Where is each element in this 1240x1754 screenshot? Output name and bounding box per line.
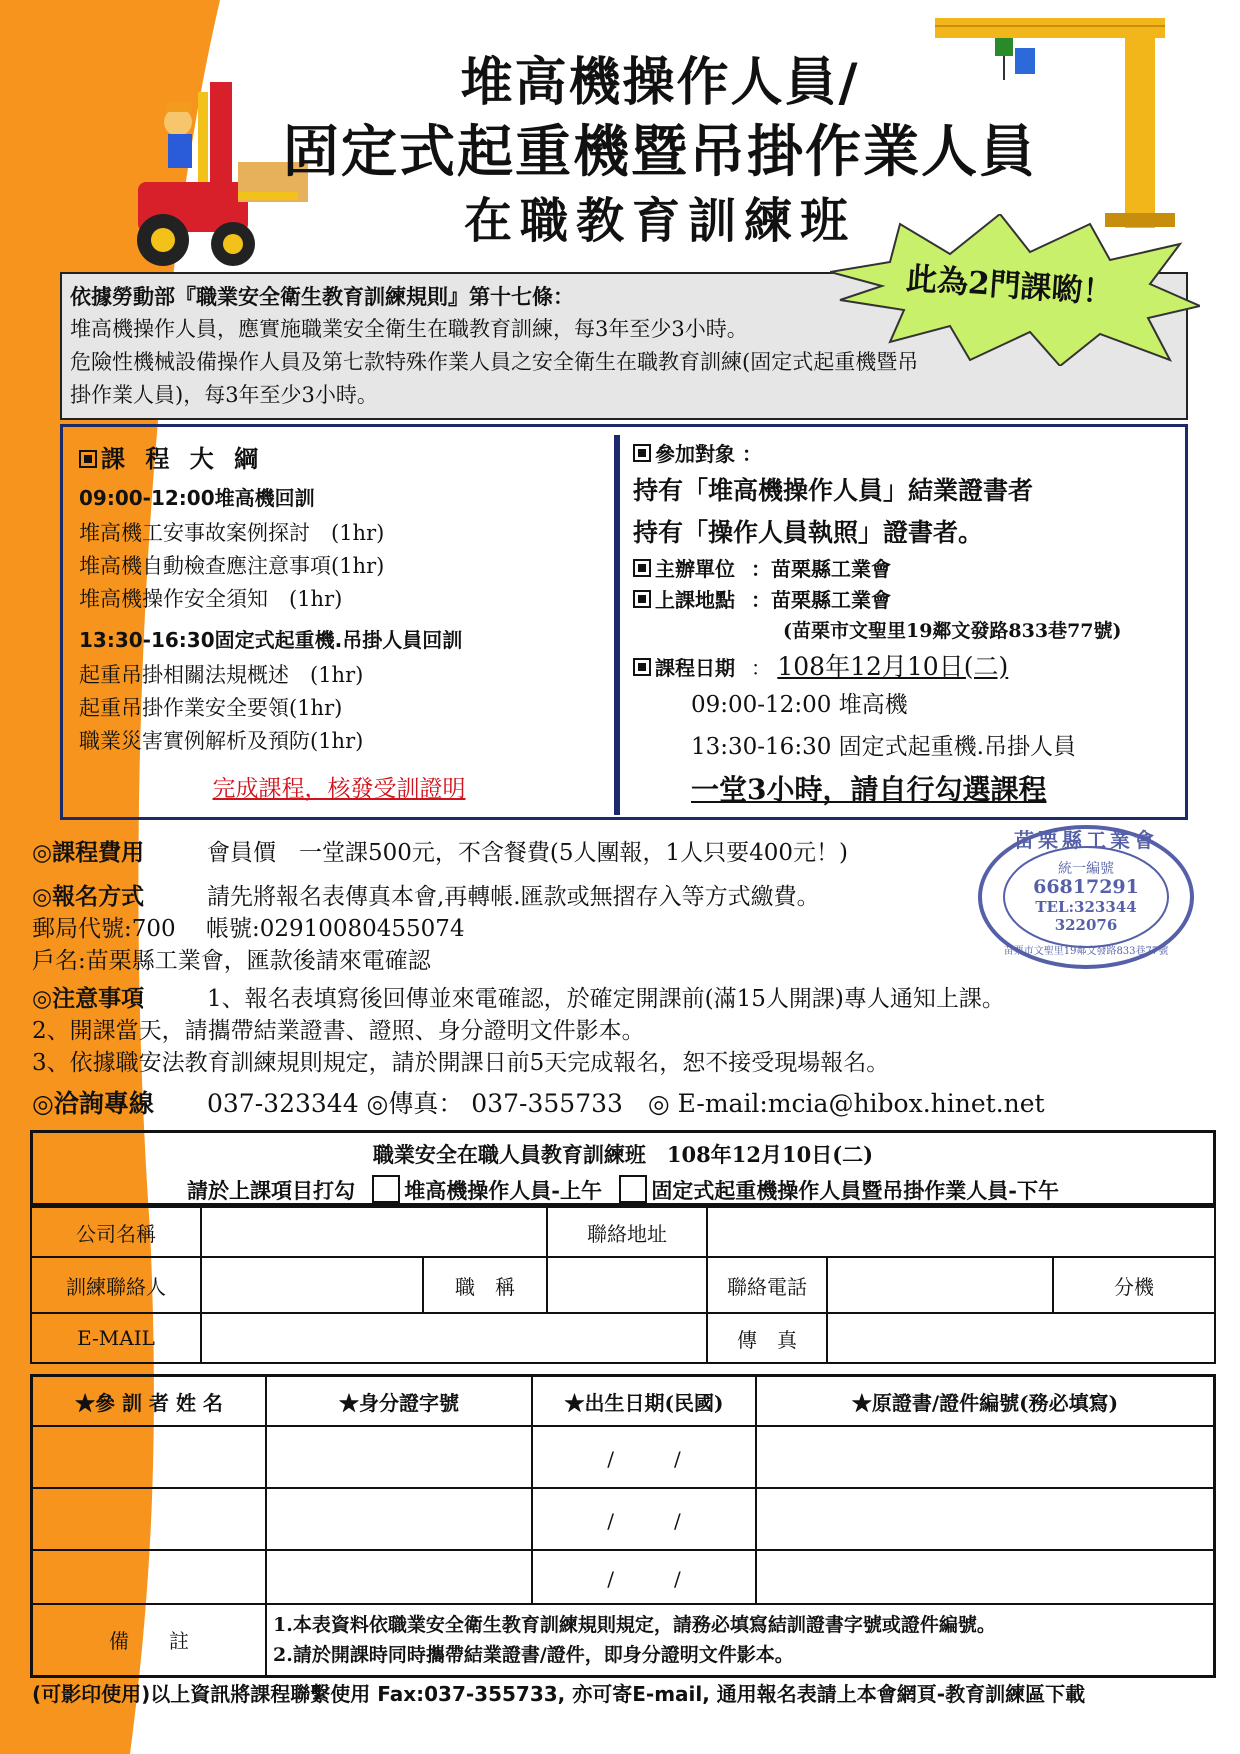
- trainee-name-field[interactable]: [32, 1550, 267, 1604]
- certificate-field[interactable]: [756, 1488, 1215, 1550]
- col-certificate-number: ★原證書/證件編號(務必填寫): [756, 1376, 1215, 1427]
- certificate-note: 完成課程，核發受訓證明: [212, 776, 466, 802]
- registration-text-1: 請先將報名表傳真本會,再轉帳.匯款或無摺存入等方式繳費。: [207, 884, 820, 910]
- form-header: [30, 1130, 1216, 1206]
- email-label: E-MAIL: [31, 1313, 201, 1363]
- birth-date-field[interactable]: / /: [532, 1426, 756, 1488]
- time-slot-2: 13:30-16:30 固定式起重機.吊掛人員: [691, 734, 1076, 760]
- choose-course-note: 一堂3小時，請自行勾選課程: [691, 773, 1047, 806]
- crane-checkbox[interactable]: [619, 1175, 647, 1203]
- fax-field[interactable]: [827, 1313, 1215, 1363]
- checkbox-square-icon: [79, 450, 97, 468]
- company-label: 公司名稱: [31, 1207, 201, 1257]
- remark-line-1: 1.本表資料依職業安全衛生教育訓練規則規定，請務必填寫結訓證書字號或證件編號。: [273, 1613, 996, 1636]
- trainee-table: [30, 1374, 1216, 1678]
- check-prompt: 請於上課項目打勾: [186, 1178, 355, 1203]
- fax-label: 傳 真: [707, 1313, 827, 1363]
- col-id-number: ★身分證字號: [266, 1376, 532, 1427]
- form-title: 職業安全在職人員教育訓練班 108年12月10日(二): [372, 1142, 874, 1167]
- remark-label: 備 註: [32, 1604, 267, 1676]
- time-slot-1: 09:00-12:00 堆高機: [691, 692, 908, 718]
- forklift-checkbox[interactable]: [372, 1175, 400, 1203]
- registration-text-2: 郵局代號:700 帳號:02910080455074: [32, 916, 465, 942]
- stamp-id-label: 統一編號: [1058, 861, 1114, 877]
- col-trainee-name: ★參 訓 者 姓 名: [32, 1376, 267, 1427]
- option-forklift: 堆高機操作人員-上午: [404, 1178, 602, 1203]
- target-2: 持有「操作人員執照」證書者。: [633, 518, 984, 547]
- fee-text: 會員價 一堂課500元，不含餐費(5人團報，1人只要400元！): [207, 840, 849, 866]
- session-1-item: 堆高機操作安全須知 (1hr): [79, 587, 343, 611]
- burst-text: 此為2門課喲！: [904, 260, 1115, 312]
- stamp-tel-2: 322076: [1054, 916, 1118, 934]
- session-2-item: 職業災害實例解析及預防(1hr): [79, 729, 364, 753]
- id-number-field[interactable]: [266, 1550, 532, 1604]
- title-line-2: 固定式起重機暨吊掛作業人員: [283, 120, 1037, 185]
- checkbox-square-icon: [633, 444, 651, 462]
- footer-note: (可影印使用)以上資訊將課程聯繫使用 Fax:037-355733, 亦可寄E-mail, 通用報名表請上本會網頁-教育訓練區下載: [32, 1682, 1086, 1706]
- place-value: ：苗栗縣工業會: [751, 588, 891, 612]
- course-info-panel: [60, 424, 1188, 820]
- contact-person-label: 訓練聯絡人: [31, 1257, 201, 1313]
- phone-label: 聯絡電話: [707, 1257, 827, 1313]
- trainee-name-field[interactable]: [32, 1426, 267, 1488]
- place-address: (苗栗市文聖里19鄰文發路833巷77號): [783, 620, 1122, 642]
- birth-date-field[interactable]: / /: [532, 1488, 756, 1550]
- column-divider: [614, 435, 620, 815]
- company-field[interactable]: [201, 1207, 547, 1257]
- stamp-address: 苗栗市文聖里19鄰文發路833巷77號: [1003, 946, 1169, 957]
- note-2: 2、開課當天，請攜帶結業證書、證照、身分證明文件影本。: [32, 1018, 645, 1044]
- option-crane: 固定式起重機操作人員暨吊掛作業人員-下午: [651, 1178, 1060, 1203]
- date-label: 課程日期: [655, 656, 735, 680]
- title-line-3: 在職教育訓練班: [463, 193, 856, 249]
- contact-label: ◎洽詢專線: [32, 1089, 154, 1118]
- course-details: [633, 439, 1181, 808]
- note-1: 1、報名表填寫後回傳並來電確認，於確定開課前(滿15人開課)專人通知上課。: [207, 986, 1005, 1012]
- session-1-item: 堆高機工安事故案例探討 (1hr): [79, 521, 385, 545]
- registration-text-3: 戶名:苗栗縣工業會，匯款後請來電確認: [32, 948, 431, 974]
- phone-field[interactable]: [827, 1257, 1053, 1313]
- email-field[interactable]: [201, 1313, 707, 1363]
- fee-label: ◎課程費用: [32, 840, 145, 866]
- notes-label: ◎注意事項: [32, 986, 145, 1012]
- session-2-item: 起重吊掛相關法規概述 (1hr): [79, 663, 364, 687]
- checkbox-square-icon: [633, 559, 651, 577]
- company-info-table: [30, 1206, 1216, 1364]
- notes-row: [32, 980, 1232, 1013]
- stamp-name: 苗栗縣工業會: [1014, 828, 1158, 852]
- certificate-field[interactable]: [756, 1426, 1215, 1488]
- note-3: 3、依據職安法教育訓練規則規定，請於開課日前5天完成報名，恕不接受現場報名。: [32, 1050, 890, 1076]
- address-label: 聯絡地址: [547, 1207, 707, 1257]
- legal-paragraph-3: 掛作業人員)，每3年至少3小時。: [70, 383, 378, 407]
- stamp-id: 66817291: [1033, 876, 1139, 898]
- remark-line-2: 2.請於開課時同時攜帶結業證書/證件，即身分證明文件影本。: [273, 1643, 794, 1666]
- stamp-tel: TEL:323344: [1035, 898, 1137, 916]
- position-field[interactable]: [547, 1257, 707, 1313]
- id-number-field[interactable]: [266, 1488, 532, 1550]
- id-number-field[interactable]: [266, 1426, 532, 1488]
- contact-row: [32, 1084, 1232, 1120]
- date-colon: ：: [751, 656, 771, 680]
- place-label: 上課地點: [655, 588, 735, 612]
- association-stamp: [976, 822, 1196, 972]
- legal-paragraph-1: 堆高機操作人員，應實施職業安全衛生在職教育訓練，每3年至少3小時。: [70, 317, 748, 341]
- host-label: 主辦單位: [655, 557, 735, 581]
- position-label: 職 稱: [455, 1274, 515, 1299]
- session-2-title: 13:30-16:30固定式起重機.吊掛人員回訓: [79, 628, 463, 652]
- contact-person-field[interactable]: [202, 1258, 423, 1312]
- checkbox-square-icon: [633, 590, 651, 608]
- session-1-item: 堆高機自動檢查應注意事項(1hr): [79, 554, 385, 578]
- extension-label: 分機: [1053, 1257, 1215, 1313]
- certificate-field[interactable]: [756, 1550, 1215, 1604]
- legal-paragraph-2: 危險性機械設備操作人員及第七款特殊作業人員之安全衛生在職教育訓練(固定式起重機暨吊: [70, 350, 919, 374]
- registration-label: ◎報名方式: [32, 884, 145, 910]
- legal-heading: 依據勞動部『職業安全衛生教育訓練規則』第十七條：: [70, 284, 574, 309]
- course-outline: [79, 439, 599, 803]
- session-1-title: 09:00-12:00堆高機回訓: [79, 486, 315, 510]
- contact-position-cell: [201, 1257, 547, 1313]
- contact-text: 037-323344 ◎傳真： 037-355733 ◎ E-mail:mcia@hibox.hinet.net: [207, 1089, 1045, 1118]
- target-1: 持有「堆高機操作人員」結業證書者: [633, 476, 1034, 505]
- two-courses-burst: [830, 214, 1200, 366]
- course-date: 108年12月10日(二): [777, 652, 1009, 681]
- birth-date-field[interactable]: / /: [532, 1550, 756, 1604]
- session-2-item: 起重吊掛作業安全要領(1hr): [79, 696, 343, 720]
- trainee-name-field[interactable]: [32, 1488, 267, 1550]
- target-label: 參加對象 ：: [655, 442, 762, 466]
- title-line-1: 堆高機操作人員/: [460, 53, 860, 113]
- checkbox-square-icon: [633, 658, 651, 676]
- outline-title: 課 程 大 綱: [101, 444, 265, 473]
- address-field[interactable]: [707, 1207, 1215, 1257]
- host-value: ：苗栗縣工業會: [751, 557, 891, 581]
- col-birth-date: ★出生日期(民國): [532, 1376, 756, 1427]
- remark-text: [266, 1604, 1215, 1676]
